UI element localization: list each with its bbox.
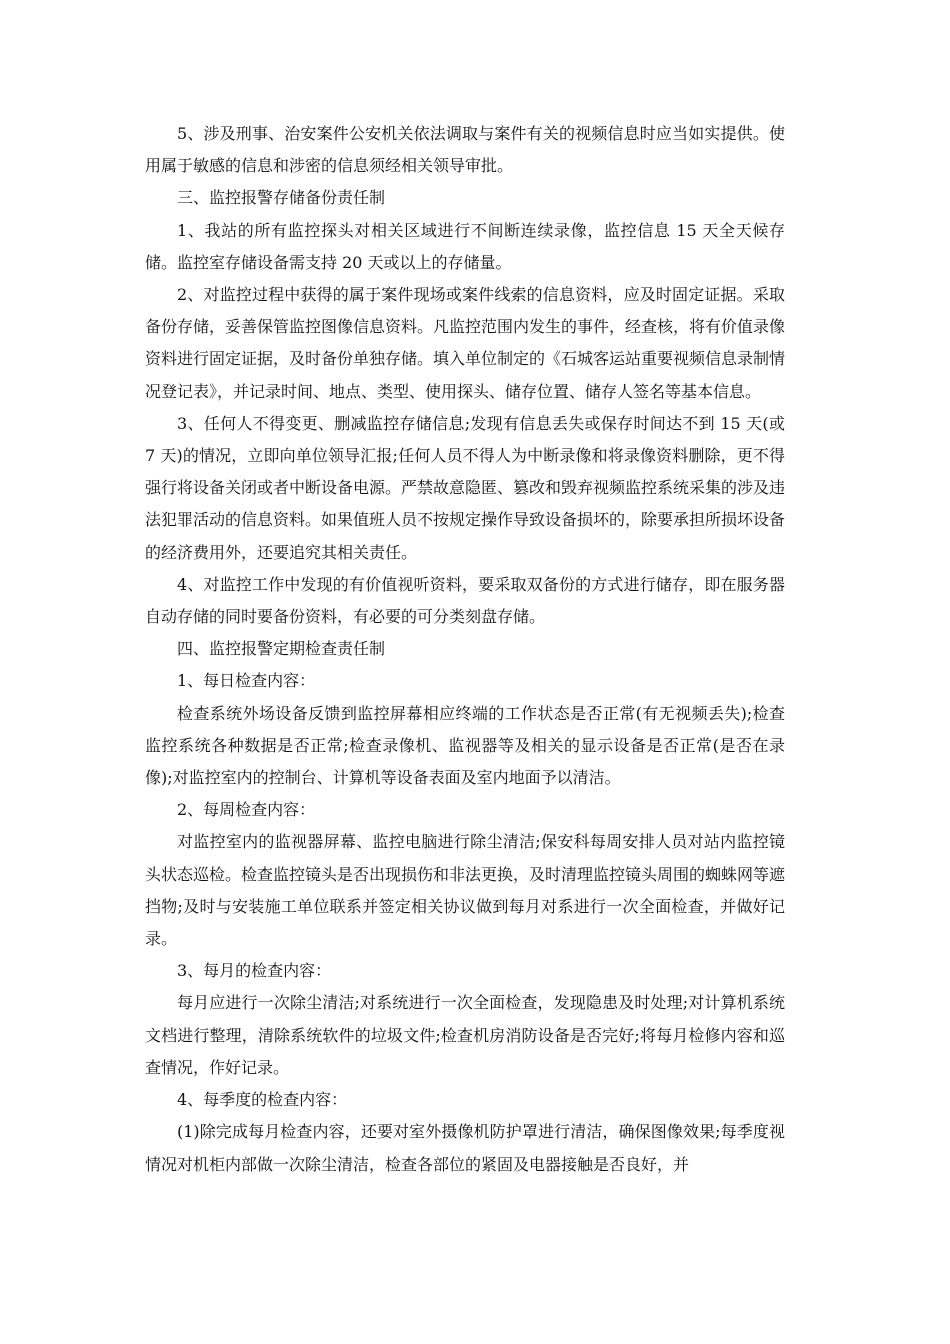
subheading: 3、每月的检查内容：	[177, 961, 332, 981]
paragraph: 5、涉及刑事、治安案件公安机关依法调取与案件有关的视频信息时应当如实提供。使用属于敏感的信息和涉密的信息须经相关领导审批。	[145, 124, 785, 176]
paragraph: 每月应进行一次除尘清洁;对系统进行一次全面检查，发现隐患及时处理;对计算机系统文档进行整理，清除系统软件的垃圾文件;检查机房消防设备是否完好;将每月检修内容和巡查情况，作好记录。	[145, 993, 785, 1077]
paragraph: 4、对监控工作中发现的有价值视听资料，要采取双备份的方式进行储存，即在服务器自动存储的同时要备份资料，有必要的可分类刻盘存储。	[145, 574, 785, 627]
section-heading: 四、监控报警定期检查责任制	[177, 639, 386, 659]
paragraph: 2、对监控过程中获得的属于案件现场或案件线索的信息资料，应及时固定证据。采取备份存储，妥善保管监控图像信息资料。凡监控范围内发生的事件，经查核，将有价值录像资料进行固定证据，及时备份单独存储。填入单位制定的《石城客运站重要视频信息录制情况登记表》，并记录时间、地点、类型、使用探头、储存位置、储存人签名等基本信息。	[145, 285, 786, 401]
subheading: 2、每周检查内容：	[177, 800, 316, 820]
document-body	[145, 118, 785, 1181]
paragraph: (1)除完成每月检查内容，还要对室外摄像机防护罩进行清洁，确保图像效果;每季度视情况对机柜内部做一次除尘清洁，检查各部位的紧固及电器接触是否良好，并	[145, 1122, 785, 1174]
subheading: 4、每季度的检查内容：	[177, 1090, 348, 1110]
paragraph: 检查系统外场设备反馈到监控屏幕相应终端的工作状态是否正常(有无视频丢失);检查监控系统各种数据是否正常;检查录像机、监视器等及相关的显示设备是否正常(是否在录像);对监控室内的控制台、计算机等设备表面及室内地面予以清洁。	[145, 703, 785, 788]
paragraph: 1、我站的所有监控探头对相关区域进行不间断连续录像，监控信息 15 天全天候存储。监控室存储设备需支持 20 天或以上的存储量。	[145, 220, 785, 272]
section-heading: 三、监控报警存储备份责任制	[177, 188, 386, 208]
paragraph: 对监控室内的监视器屏幕、监控电脑进行除尘清洁;保安科每周安排人员对站内监控镜头状态巡检。检查监控镜头是否出现损伤和非法更换，及时清理监控镜头周围的蜘蛛网等遮挡物;及时与安装施工单位联系并签定相关协议做到每月对系进行一次全面检查，并做好记录。	[145, 832, 786, 949]
paragraph: 3、任何人不得变更、删减监控存储信息;发现有信息丢失或保存时间达不到 15 天(或 7 天)的情况，立即向单位领导汇报;任何人员不得人为中断录像和将录像资料删除，更不得强行将设备关闭或者中断设备电源。严禁故意隐匿、篡改和毁弃视频监控系统采集的涉及违法犯罪活动的信息资料。如果值班人员不按规定操作导致设备损坏的，除要承担所损坏设备的经济费用外，还要追究其相关责任。	[145, 413, 786, 562]
subheading: 1、每日检查内容：	[177, 671, 316, 691]
